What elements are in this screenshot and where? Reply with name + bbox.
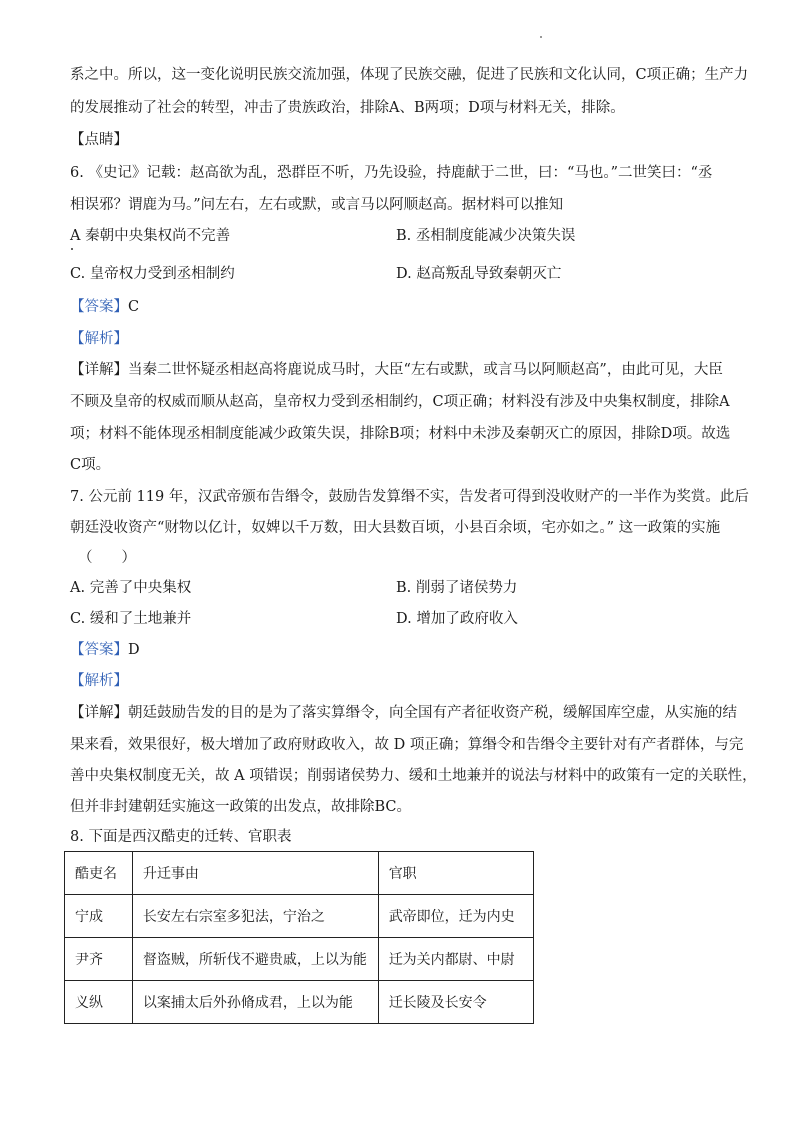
xiangjie-label: 【详解】 — [70, 362, 128, 378]
explanation-line: 果来看，效果很好，极大增加了政府财政收入，故 D 项正确；算缗令和告缗令主要针对有产者群体，与完 — [70, 737, 744, 753]
table-row — [65, 981, 534, 1024]
q7-option-a[interactable]: A. 完善了中央集权 — [70, 580, 192, 596]
q6-option-c[interactable]: C. 皇帝权力受到丞相制约 — [70, 266, 235, 282]
table-row — [65, 938, 534, 981]
table-header-cell: 官职 — [378, 852, 533, 895]
answer-label: 【答案】 — [70, 642, 128, 658]
table-cell: 迁长陵及长安令 — [378, 981, 533, 1024]
question-8-text: 8. 下面是西汉酷吏的迁转、官职表 — [70, 829, 292, 845]
explanation-text: 朝廷鼓励告发的目的是为了落实算缗令，向全国有产者征收资产税，缓解国库空虚，从实施的结 — [128, 705, 737, 721]
table-cell: 督盗贼，所斩伐不避贵戚，上以为能 — [132, 938, 378, 981]
dianjing-heading: 【点睛】 — [70, 132, 128, 148]
answer-blank: （ ） — [78, 550, 136, 566]
table-cell: 迁为关内都尉、中尉 — [378, 938, 533, 981]
explanation-line: 不顾及皇帝的权威而顺从赵高，皇帝权力受到丞相制约，C项正确；材料没有涉及中央集权制度，排除A — [70, 394, 730, 410]
answer-value: C — [128, 299, 140, 315]
table-header-cell: 酷吏名 — [65, 852, 133, 895]
table-cell: 尹齐 — [65, 938, 133, 981]
jiexi-label: 【解析】 — [70, 331, 128, 347]
q7-explanation — [70, 703, 737, 723]
question-6-text: 6. 《史记》记载：赵高欲为乱，恐群臣不听，乃先设验，持鹿献于二世，曰：“马也。”二世笑曰：“丞 — [70, 165, 713, 181]
paragraph-line: 系之中。所以，这一变化说明民族交流加强，体现了民族交融，促进了民族和文化认同，C项正确；生产力 — [70, 67, 749, 83]
q6-option-b[interactable]: B. 丞相制度能减少决策失误 — [396, 228, 576, 244]
explanation-line: 但并非封建朝廷实施这一政策的出发点，故排除BC。 — [70, 799, 412, 815]
table-header-row — [65, 852, 534, 895]
q7-answer — [70, 640, 730, 660]
question-7-text: 7. 公元前 119 年，汉武帝颁布告缗令，鼓励告发算缗不实，告发者可得到没收财产的一半作为奖赏。此后 — [70, 489, 749, 505]
explanation-line: 善中央集权制度无关，故 A 项错误；削弱诸侯势力、缓和土地兼并的说法与材料中的政策有一定的关联性， — [70, 768, 757, 784]
q7-option-c[interactable]: C. 缓和了土地兼并 — [70, 611, 192, 627]
q7-option-b[interactable]: B. 削弱了诸侯势力 — [396, 580, 518, 596]
question-7-text: 朝廷没收资产“财物以亿计，奴婢以千万数，田大县数百顷，小县百余顷，宅亦如之。” 这一政策的实施 — [70, 520, 721, 536]
scan-speck — [540, 36, 542, 38]
answer-label: 【答案】 — [70, 299, 128, 315]
paragraph-line: 的发展推动了社会的转型，冲击了贵族政治，排除A、B两项；D项与材料无关，排除。 — [70, 100, 625, 116]
official-table — [64, 851, 534, 1024]
xiangjie-label: 【详解】 — [70, 705, 128, 721]
answer-value: D — [128, 642, 140, 658]
table-cell: 长安左右宗室多犯法，宁治之 — [132, 895, 378, 938]
scan-speck — [71, 248, 73, 250]
q6-answer — [70, 297, 730, 317]
question-6-text: 相误邪？谓鹿为马。”问左右，左右或默，或言马以阿顺赵高。据材料可以推知 — [70, 197, 564, 213]
table-cell: 宁成 — [65, 895, 133, 938]
table-cell: 义纵 — [65, 981, 133, 1024]
explanation-line: C项。 — [70, 457, 111, 473]
q6-explanation — [70, 360, 730, 380]
table-row — [65, 895, 534, 938]
table-cell: 武帝即位，迁为内史 — [378, 895, 533, 938]
q6-option-d[interactable]: D. 赵高叛乱导致秦朝灭亡 — [396, 266, 562, 282]
q7-option-d[interactable]: D. 增加了政府收入 — [396, 611, 518, 627]
explanation-text: 当秦二世怀疑丞相赵高将鹿说成马时，大臣“左右或默，或言马以阿顺赵高”，由此可见，大臣 — [128, 362, 723, 378]
explanation-line: 项；材料不能体现丞相制度能减少政策失误，排除B项；材料中未涉及秦朝灭亡的原因，排除D项。故选 — [70, 426, 731, 442]
q6-option-a[interactable]: A 秦朝中央集权尚不完善 — [70, 228, 231, 244]
table-cell: 以案捕太后外孙脩成君，上以为能 — [132, 981, 378, 1024]
table-header-cell: 升迁事由 — [132, 852, 378, 895]
jiexi-label: 【解析】 — [70, 673, 128, 689]
